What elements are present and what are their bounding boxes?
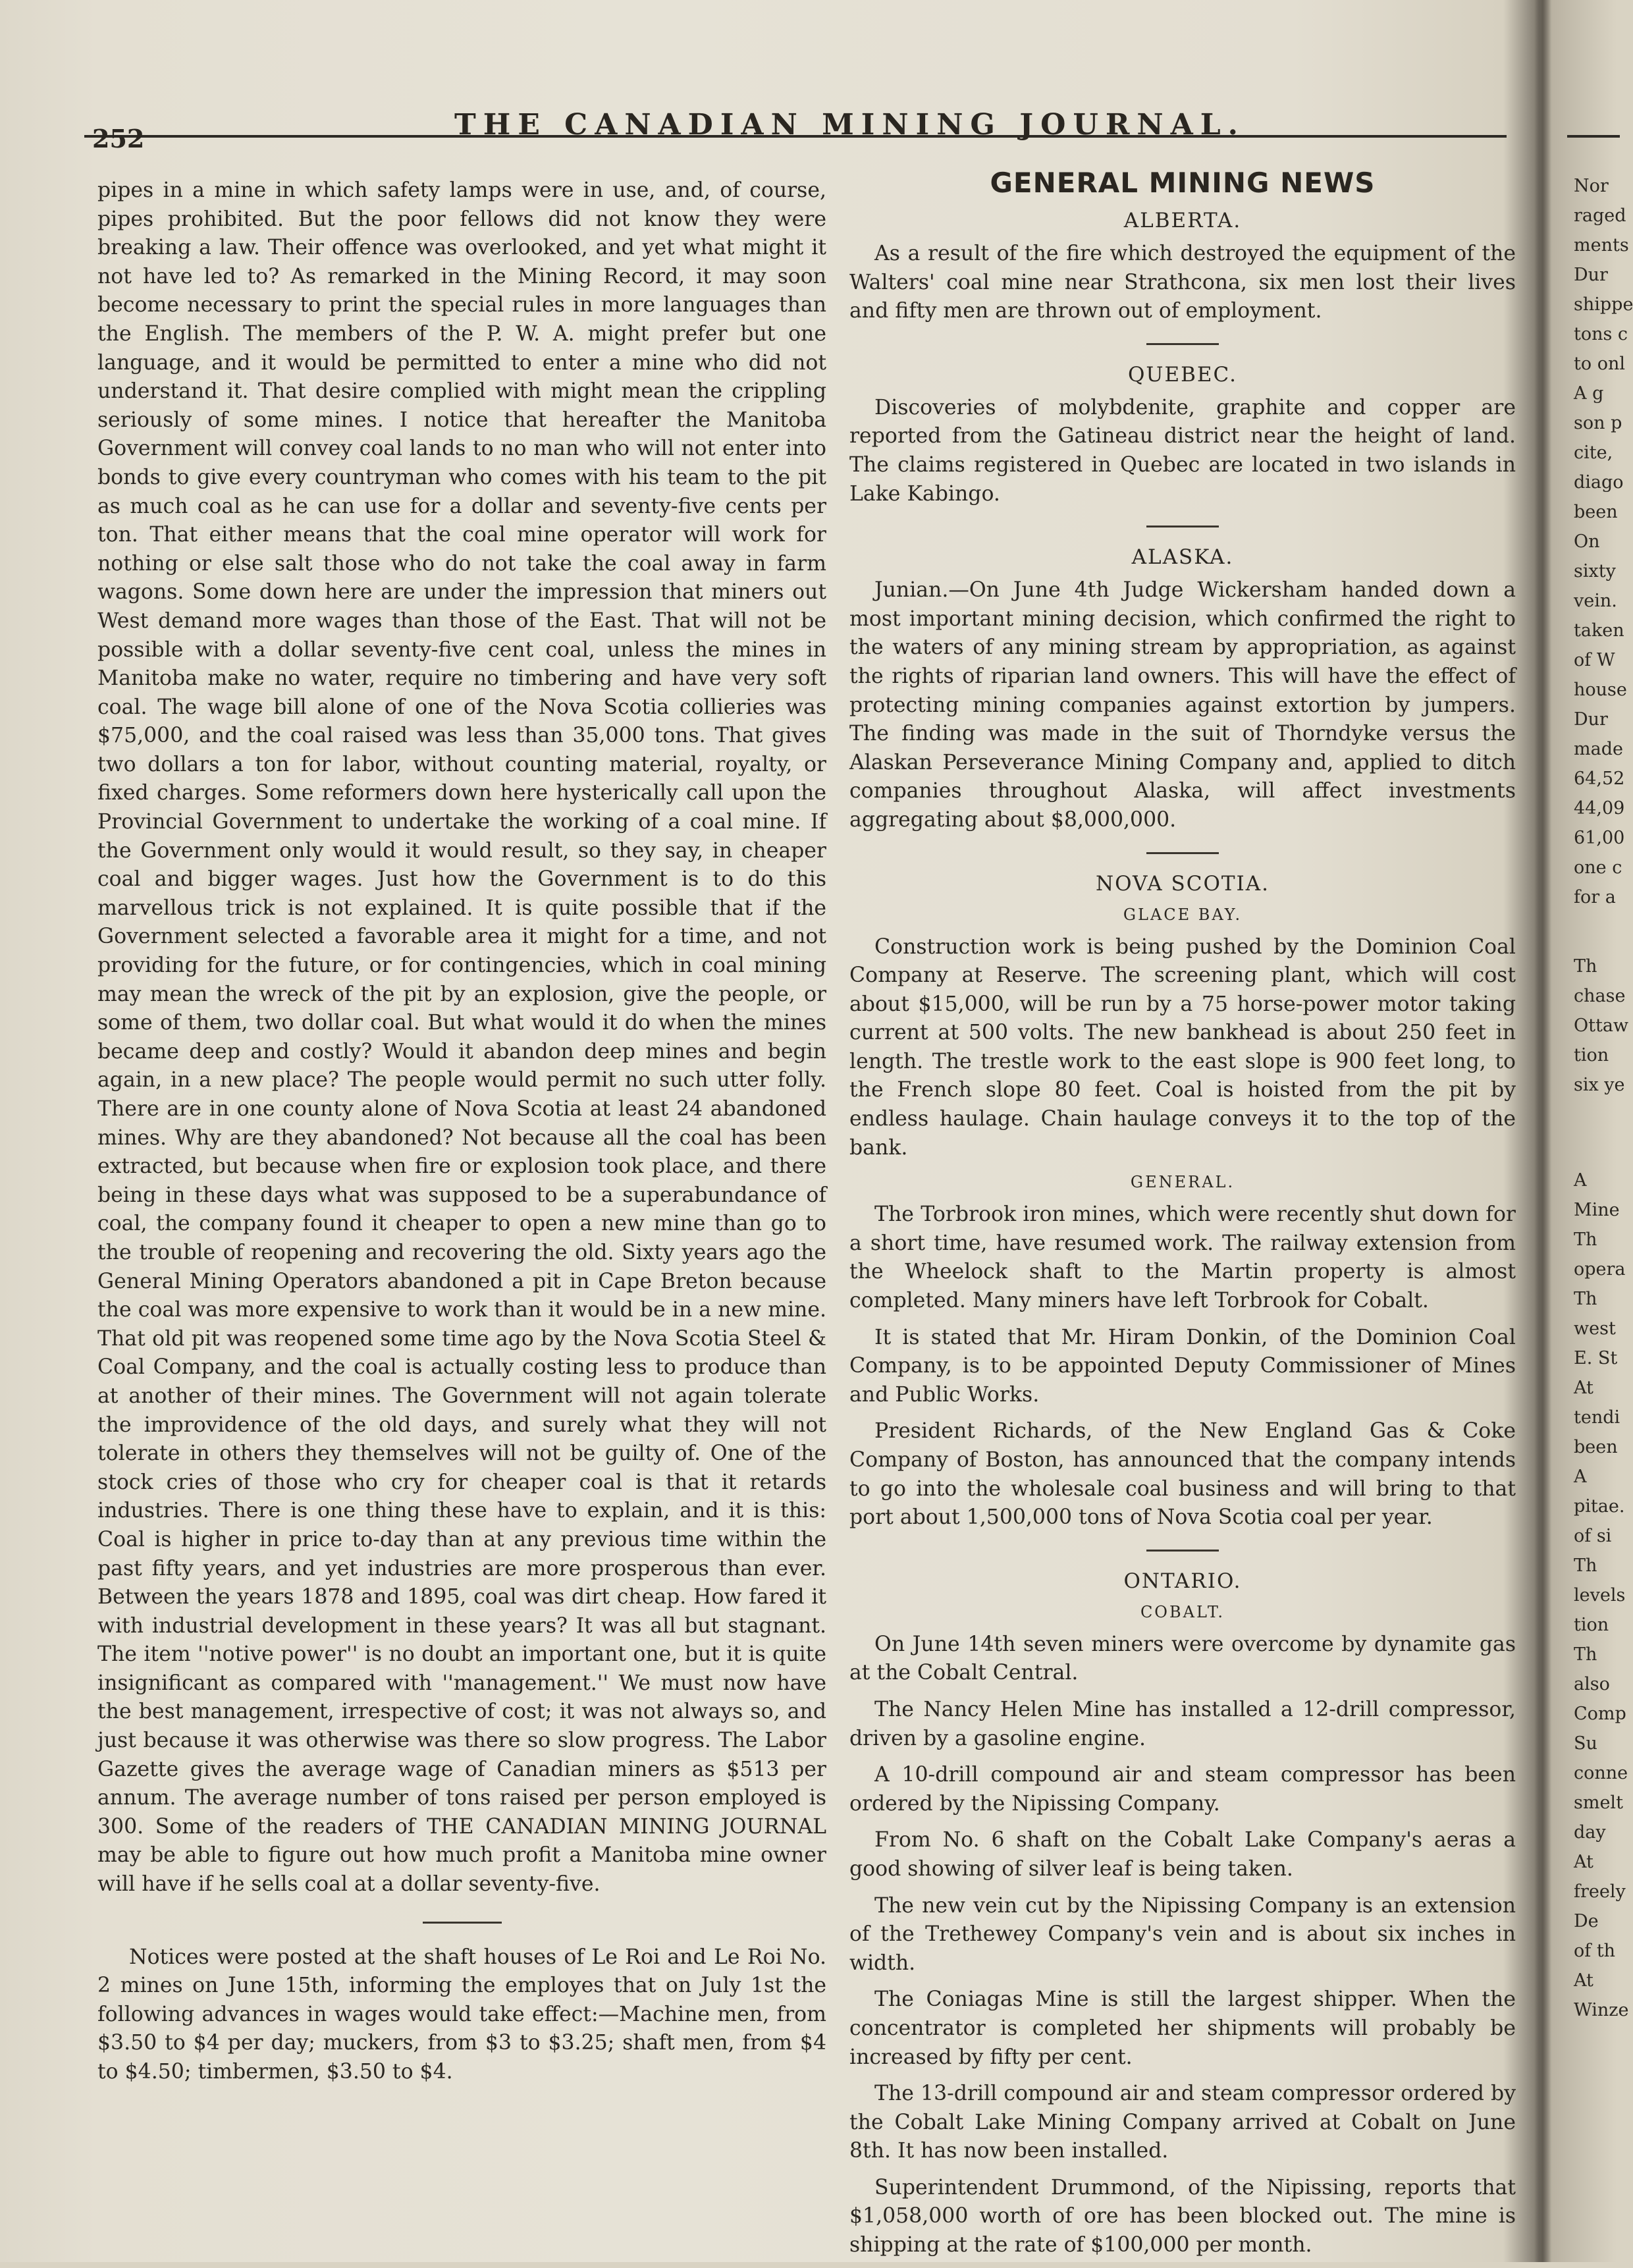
fragment-line: tion	[1574, 1615, 1609, 1635]
news-item: The new vein cut by the Nipissing Company is an extension of the Trethewey Company's vein and is about six inches in width.	[849, 1893, 1516, 1975]
fragment-line: A	[1574, 1170, 1587, 1191]
fragment-line: one c	[1574, 857, 1622, 878]
fragment-line: 61,00	[1574, 828, 1625, 848]
le-roi-notice: Notices were posted at the shaft houses of Le Roi and Le Roi No. 2 mines on June 15th, informing the employes that on July 1st the following advances in wages would take effect:—Machine men, from $3.50 to $4 per day; muckers, from $3 to $3.25; shaft men, from $4 to $4.50; timbermen, $3.50 to $4.	[97, 1945, 826, 2084]
fragment-line: conne	[1574, 1763, 1628, 1783]
fragment-line: sixty	[1574, 561, 1616, 581]
fragment-line: day	[1574, 1822, 1606, 1843]
quebec-news: Discoveries of molybdenite, graphite and copper are reported from the Gatineau district near the height of land. The claims registered in Quebec are located in two islands in Lake Kabingo.	[849, 395, 1516, 506]
fragment-line: Ottaw	[1574, 1015, 1629, 1036]
news-item: The Nancy Helen Mine has installed a 12-drill compressor, driven by a gasoline engine.	[849, 1697, 1516, 1750]
fragment-line: six ye	[1574, 1075, 1625, 1095]
fragment-line: tons c	[1574, 324, 1628, 344]
fragment-group	[1574, 1166, 1629, 2025]
divider	[1146, 1550, 1219, 1552]
subheading-cobalt: COBALT.	[1140, 1602, 1225, 1621]
fragment-line: Mine	[1574, 1200, 1620, 1220]
news-item: President Richards, of the New England Gas & Coke Company of Boston, has announced that the company intends to go into the wholesale coal business and will bring to that port about 1,500,000 tons of Nova Scotia coal per year.	[849, 1419, 1516, 1530]
region-heading-quebec: QUEBEC.	[1127, 362, 1238, 387]
fragment-line: At	[1574, 1378, 1593, 1398]
subheading-general: GENERAL.	[1130, 1173, 1235, 1192]
fragment-line: of th	[1574, 1941, 1616, 1961]
region-heading-alaska: ALASKA.	[1131, 545, 1234, 570]
journal-title: THE CANADIAN MINING JOURNAL.	[454, 108, 1245, 142]
next-page-fragment	[1574, 171, 1633, 2025]
fragment-line: diago	[1574, 472, 1624, 493]
news-item: The Coniagas Mine is still the largest shipper. When the concentrator is completed her shipments will probably be increased by fifty per cent.	[849, 1987, 1516, 2069]
fragment-line: Th	[1574, 1555, 1597, 1576]
region-heading-nova-scotia: NOVA SCOTIA.	[1095, 871, 1270, 896]
region-heading-alberta: ALBERTA.	[1123, 209, 1242, 232]
fragment-line: tion	[1574, 1045, 1609, 1066]
fragment-line: A g	[1574, 383, 1604, 404]
fragment-line: for a	[1574, 887, 1616, 907]
fragment-group	[1574, 171, 1633, 912]
fragment-line: A	[1574, 1467, 1587, 1487]
fragment-line: 44,09	[1574, 798, 1625, 819]
general-mining-news-column	[849, 166, 1516, 2268]
subheading-glace-bay: GLACE BAY.	[1123, 905, 1243, 924]
fragment-line: to onl	[1574, 354, 1625, 374]
news-item: On June 14th seven miners were overcome by dynamite gas at the Cobalt Central.	[849, 1632, 1516, 1685]
fragment-line: De	[1574, 1911, 1599, 1931]
fragment-line: Dur	[1574, 709, 1608, 730]
news-item: A 10-drill compound air and steam compressor has been ordered by the Nipissing Company.	[849, 1763, 1516, 1816]
fragment-line: son p	[1574, 413, 1622, 433]
alberta-news: As a result of the fire which destroyed the equipment of the Walters' coal mine near Strathcona, six men lost their lives and fifty men are thrown out of employment.	[849, 242, 1516, 323]
news-item: The Torbrook iron mines, which were recently shut down for a short time, have resumed work. The railway extension from the Wheelock shaft to the Martin property is almost completed. Many miners have left Torbrook for Cobalt.	[849, 1202, 1516, 1313]
divider	[1146, 852, 1219, 854]
fragment-line: E. St	[1574, 1348, 1618, 1368]
fragment-line: Winze	[1574, 2000, 1629, 2020]
fragment-line: shippe	[1574, 294, 1633, 315]
fragment-line: 64,52	[1574, 769, 1625, 789]
alaska-news: Junian.—On June 4th Judge Wickersham handed down a most important mining decision, which confirmed the right to the waters of any mining stream by appropriation, as against the rights of riparian land owners. This will have the effect of protecting mining companies against extortion by jumpers. The finding was made in the suit of Thorndyke versus the Alaskan Perseverance Mining Company and, applied to ditch companies throughout Alaska, will affect investments aggregating about $8,000,000.	[849, 578, 1516, 832]
fragment-line: Nor	[1574, 176, 1609, 196]
page-number: 252	[92, 124, 145, 153]
fragment-group	[1574, 952, 1629, 1100]
fragment-line: pitae.	[1574, 1496, 1625, 1517]
fragment-line: Comp	[1574, 1704, 1626, 1724]
fragment-line: Th	[1574, 1229, 1597, 1250]
left-column	[97, 176, 826, 2087]
region-heading-ontario: ONTARIO.	[1123, 1569, 1242, 1593]
fragment-line: ments	[1574, 235, 1629, 256]
section-title: GENERAL MINING NEWS	[990, 167, 1376, 199]
divider	[1146, 526, 1219, 527]
fragment-line: been	[1574, 1437, 1618, 1457]
glace-bay-news: Construction work is being pushed by the Dominion Coal Company at Reserve. The screening plant, which will cost about $15,000, will be run by a 75 horse-power motor taking current at 500 volts. The new bankhead is about 250 feet in length. The trestle work to the east slope is 900 feet long, to the French slope 80 feet. Coal is hoisted from the pit by endless haulage. Chain haulage conveys it to the top of the bank.	[849, 934, 1516, 1160]
fragment-line: chase	[1574, 986, 1626, 1006]
fragment-line: Th	[1574, 1644, 1597, 1665]
fragment-line: Th	[1574, 1289, 1597, 1309]
news-item: From No. 6 shaft on the Cobalt Lake Company's aeras a good showing of silver leaf is being taken.	[849, 1828, 1516, 1881]
article-continuation: pipes in a mine in which safety lamps were in use, and, of course, pipes prohibited. But the poor fellows did not know they were breaking a law. Their offence was overlooked, and yet what might it not have led to? As remarked in the Mining Record, it may soon become necessary to print the special rules in more languages than the English. The members of the P. W. A. might prefer but one language, and it would be permitted to enter a mine who did not understand it. That desire complied with might mean the crippling seriously of some mines. I notice that hereafter the Manitoba Government will convey coal lands to no man who will not enter into bonds to give every countryman who comes with his team to the pit as much coal as he can use for a dollar and seventy-five cents per ton. That either means that the coal mine operator will work for nothing or else salt those who do not take the coal away in farm wagons. Some down here are under the impression that miners out West demand more wages than those of the East. That will not be possible with a dollar seventy-five cent coal, unless the mines in Manitoba make no water, require no timbering and have very soft coal. The wage bill alone of one of the Nova Scotia collieries was $75,000, and the coal raised was less than 35,000 tons. That gives two dollars a ton for labor, without counting material, royalty, or fixed charges. Some reformers down here hysterically call upon the Provincial Government to undertake the working of a coal mine. If the Government only would it would result, so they say, in cheaper coal and bigger wages. Just how the Government is to do this marvellous trick is not explained. It is quite possible that if the Government selected a favorable area it might for a time, and not providing for the future, or for contingencies, which in coal mining may mean the wreck of the pit by an explosion, give the people, or some of them, two dollar coal. But what would it do when the mines became deep and costly? Would it abandon deep mines and begin again, in a new place? The people would permit no such utter folly. There are in one county alone of Nova Scotia at least 24 abandoned mines. Why are they abandoned? Not because all the coal has been extracted, but because when fire or explosion took place, and there being in these days what was supposed to be a superabundance of coal, the company found it cheaper to open a new mine than go to the trouble of reopening and recovering the old. Sixty years ago the General Mining Operators abandoned a pit in Cape Breton because the coal was more expensive to work than it would be in a new mine. That old pit was reopened some time ago by the Nova Scotia Steel & Coal Company, and the coal is actually costing less to produce than at another of their mines. The Government will not again tolerate the improvidence of the old days, and surely what they will not tolerate in others they themselves will not be guilty of. One of the stock cries of those who cry for cheaper coal is that it retards industries. There is one thing these have to explain, and it is this: Coal is higher in price to-day than at any previous time within the past fifty years, and yet industries are more prosperous than ever. Between the years 1878 and 1895, coal was dirt cheap. How fared it with industrial development in these years? It was all but stagnant. The item ''notive power'' is no doubt an important one, but it is quite insignificant as compared with ''management.'' We must now have the best management, irrespective of cost; it was not always so, and just because it was otherwise was there so slow progress. The Labor Gazette gives the average wage of Canadian miners as $513 per annum. The average number of tons raised per person employed is 300. Some of the readers of THE CANADIAN MINING JOURNAL may be able to figure out how much profit a Manitoba mine owner will have if he sells coal at a dollar seventy-five.	[97, 178, 826, 1897]
fragment-line: On	[1574, 531, 1600, 552]
fragment-line: made	[1574, 739, 1623, 759]
fragment-line: At	[1574, 1852, 1593, 1872]
news-item: Superintendent Drummond, of the Nipissing, reports that $1,058,000 worth of ore has been blocked out. The mine is shipping at the rate of $100,000 per month.	[849, 2175, 1516, 2257]
fragment-line: raged	[1574, 205, 1626, 226]
news-item: It is stated that Mr. Hiram Donkin, of the Dominion Coal Company, is to be appointed Deputy Commissioner of Mines and Public Works.	[849, 1325, 1516, 1407]
fragment-line: tendi	[1574, 1407, 1620, 1428]
divider	[1146, 343, 1219, 345]
fragment-line: west	[1574, 1318, 1616, 1339]
fragment-line: cite,	[1574, 443, 1613, 463]
section-divider	[423, 1922, 502, 1924]
fragment-line: been	[1574, 502, 1618, 522]
fragment-line: also	[1574, 1674, 1610, 1694]
header-rule-right-page	[1567, 135, 1620, 138]
fragment-line: vein.	[1574, 591, 1617, 611]
fragment-line: smelt	[1574, 1793, 1623, 1813]
fragment-line: Dur	[1574, 265, 1608, 285]
fragment-line: freely	[1574, 1881, 1626, 1902]
fragment-line: of W	[1574, 650, 1615, 670]
fragment-line: Th	[1574, 956, 1597, 977]
book-spine	[1534, 0, 1551, 2262]
fragment-line: of si	[1574, 1526, 1612, 1546]
fragment-line: opera	[1574, 1259, 1626, 1280]
fragment-line: At	[1574, 1970, 1593, 1991]
fragment-line: Su	[1574, 1733, 1597, 1754]
fragment-line: taken	[1574, 620, 1624, 641]
fragment-line: house	[1574, 680, 1627, 700]
fragment-line: levels	[1574, 1585, 1626, 1606]
news-item: The 13-drill compound air and steam compressor ordered by the Cobalt Lake Mining Company arrived at Cobalt on June 8th. It has now been installed.	[849, 2082, 1516, 2163]
